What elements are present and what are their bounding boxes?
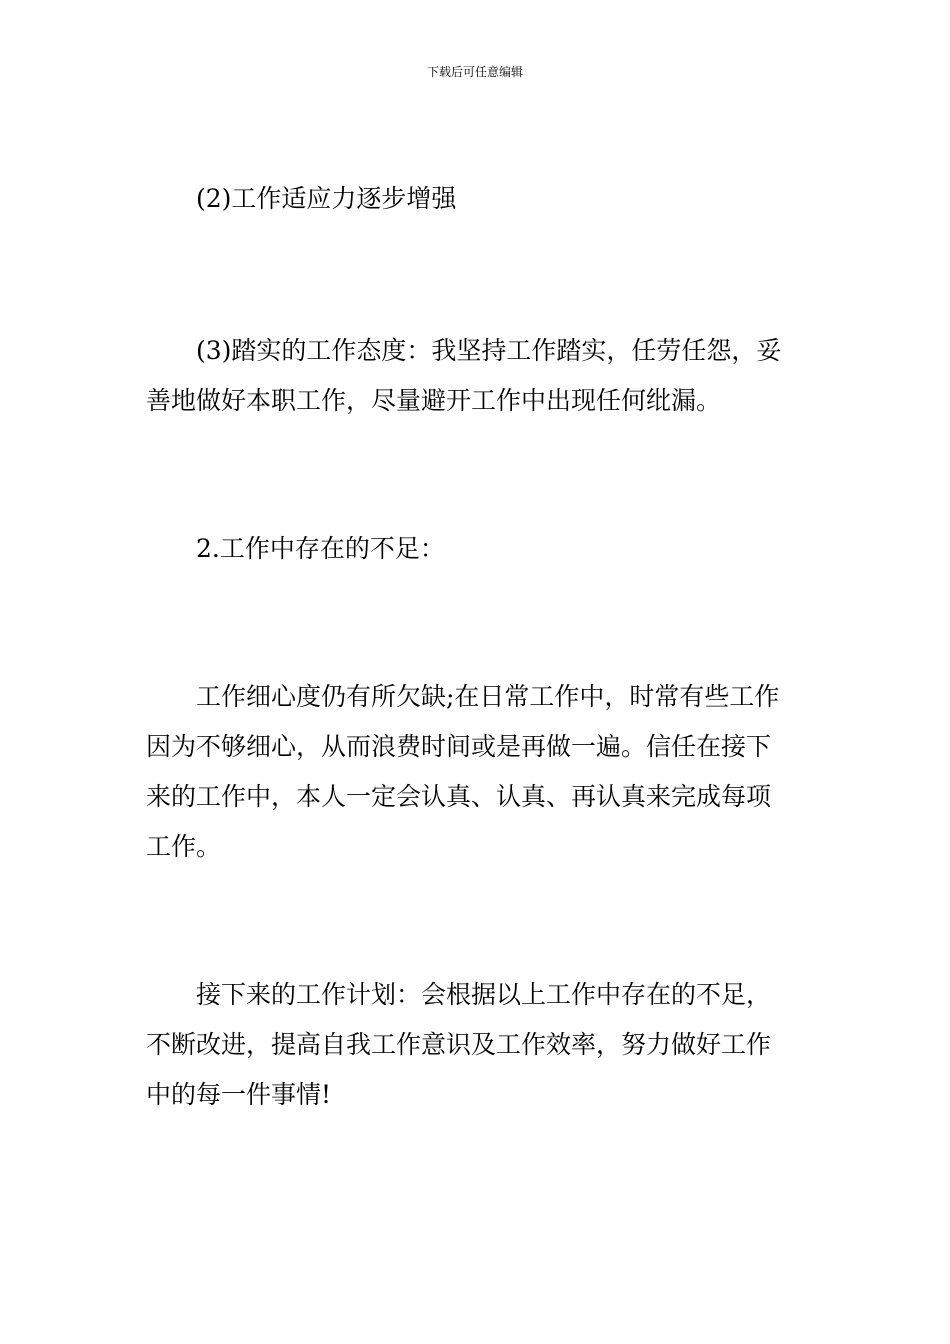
paragraph-line: 善地做好本职工作，尽量避开工作中出现任何纰漏。	[146, 386, 722, 415]
paragraph-shortcomings-detail	[146, 672, 808, 872]
section-heading-shortcomings	[146, 524, 808, 574]
paragraph-line: 工作。	[146, 832, 222, 861]
paragraph-next-plan	[146, 970, 808, 1120]
paragraph-line: 工作细心度仍有所欠缺;在日常工作中，时常有些工作	[196, 682, 780, 711]
paragraph-line: 2.工作中存在的不足：	[196, 534, 445, 563]
header-note: 下载后可任意编辑	[426, 65, 523, 79]
paragraph-line: 因为不够细心，从而浪费时间或是再做一遍。信任在接下	[146, 732, 772, 761]
paragraph-line: 不断改进，提高自我工作意识及工作效率，努力做好工作	[146, 1030, 772, 1059]
paragraph-line: 中的每一件事情!	[146, 1080, 332, 1109]
paragraph-line: (3)踏实的工作态度：我坚持工作踏实，任劳任怨，妥	[196, 336, 782, 365]
paragraph-line: (2)工作适应力逐步增强	[196, 184, 457, 213]
paragraph-line: 来的工作中，本人一定会认真、认真、再认真来完成每项	[146, 782, 772, 811]
paragraph-work-attitude	[146, 326, 808, 426]
paragraph-work-adaptability	[146, 174, 808, 224]
paragraph-line: 接下来的工作计划：会根据以上工作中存在的不足，	[196, 980, 772, 1009]
